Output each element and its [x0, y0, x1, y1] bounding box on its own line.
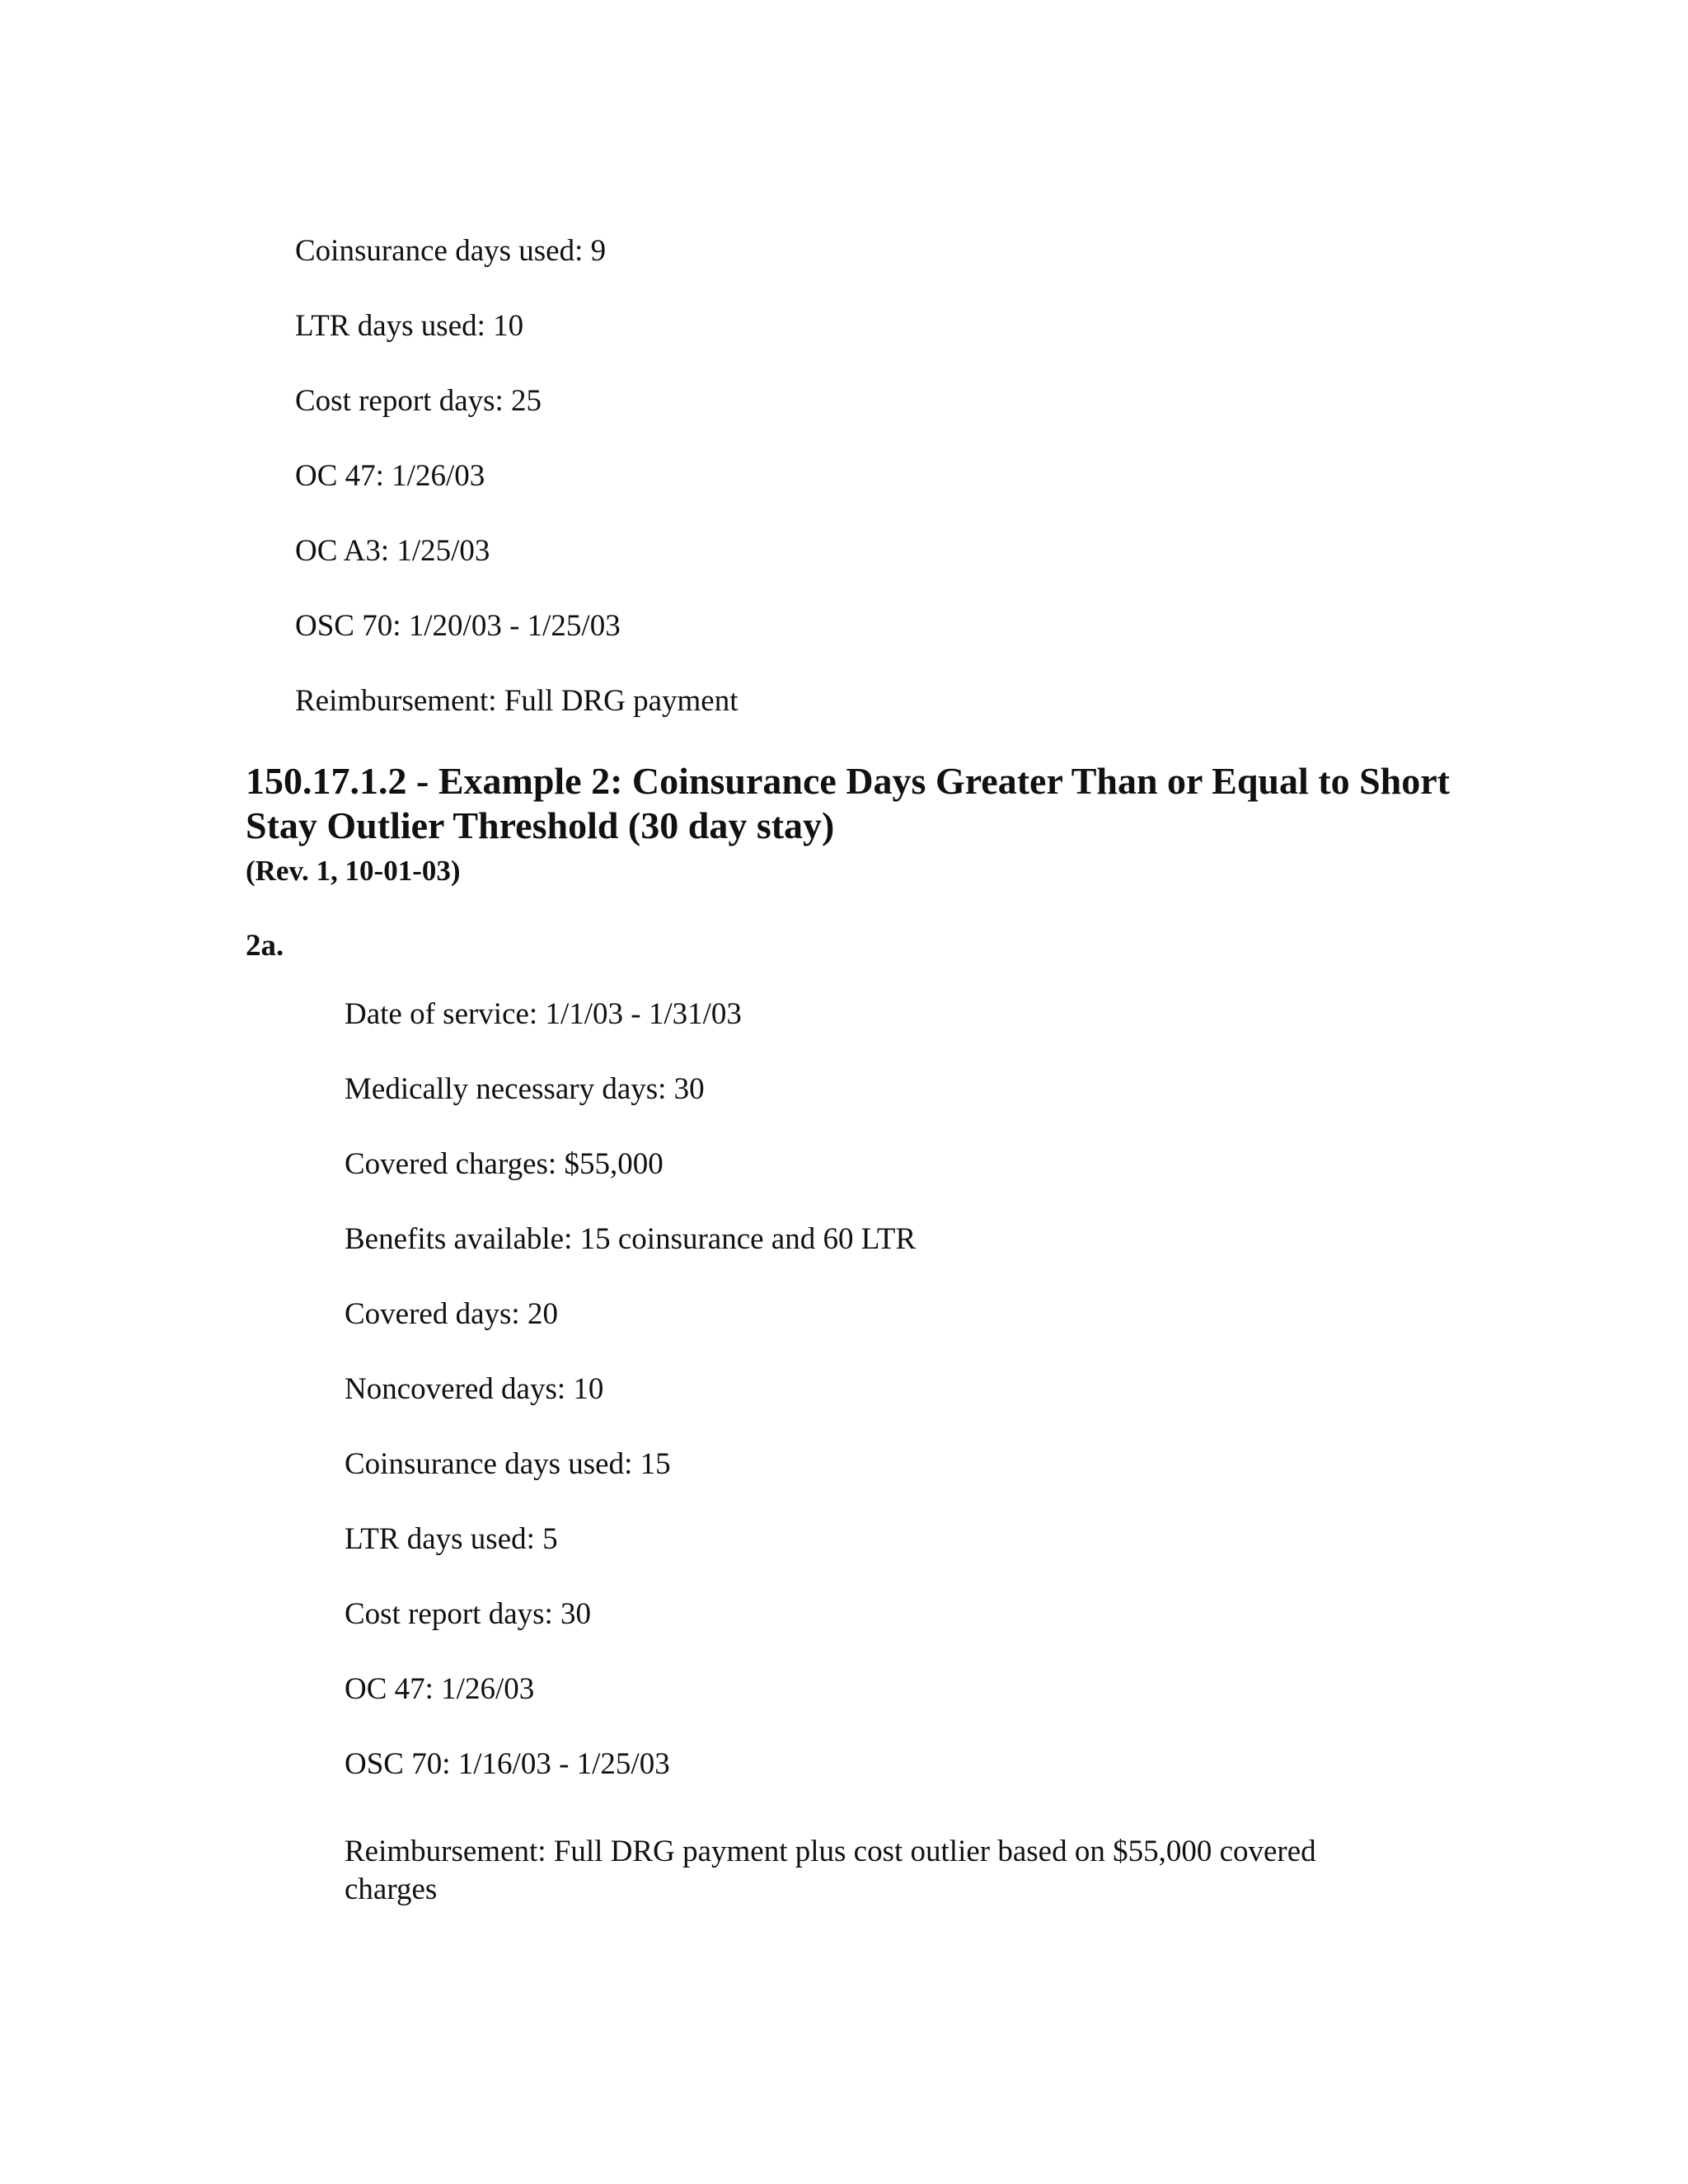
- example-list-item: OC 47: 1/26/03: [345, 1672, 535, 1706]
- example-label: 2a.: [246, 929, 284, 963]
- top-list-item: Coinsurance days used: 9: [295, 234, 607, 268]
- example-list-item: Date of service: 1/1/03 - 1/31/03: [345, 997, 742, 1031]
- example-list-item: Coinsurance days used: 15: [345, 1447, 671, 1481]
- example-list-item: OSC 70: 1/16/03 - 1/25/03: [345, 1747, 670, 1781]
- top-list-item: OC A3: 1/25/03: [295, 534, 490, 568]
- example-list-item: Covered charges: $55,000: [345, 1147, 663, 1181]
- top-list-item: Reimbursement: Full DRG payment: [295, 684, 738, 718]
- top-list-item: OSC 70: 1/20/03 - 1/25/03: [295, 609, 621, 643]
- top-list-item: OC 47: 1/26/03: [295, 459, 485, 493]
- example-list-item: Benefits available: 15 coinsurance and 60 LTR: [345, 1222, 917, 1256]
- example-list-item: Covered days: 20: [345, 1297, 558, 1331]
- example-list-item: Medically necessary days: 30: [345, 1072, 705, 1106]
- top-list-item: Cost report days: 25: [295, 384, 542, 418]
- example-list-item: Noncovered days: 10: [345, 1372, 604, 1406]
- example-list-item: Reimbursement: Full DRG payment plus cost outlier based on $55,000 covered charges: [345, 1835, 1316, 1906]
- example-list-item: LTR days used: 5: [345, 1522, 558, 1556]
- example-list-item: Cost report days: 30: [345, 1597, 592, 1631]
- top-list-item: LTR days used: 10: [295, 309, 524, 343]
- revision-note: (Rev. 1, 10-01-03): [246, 855, 461, 887]
- section-heading: 150.17.1.2 - Example 2: Coinsurance Days Greater Than or Equal to Short Stay Outlier Threshold (30 day stay): [246, 760, 1450, 846]
